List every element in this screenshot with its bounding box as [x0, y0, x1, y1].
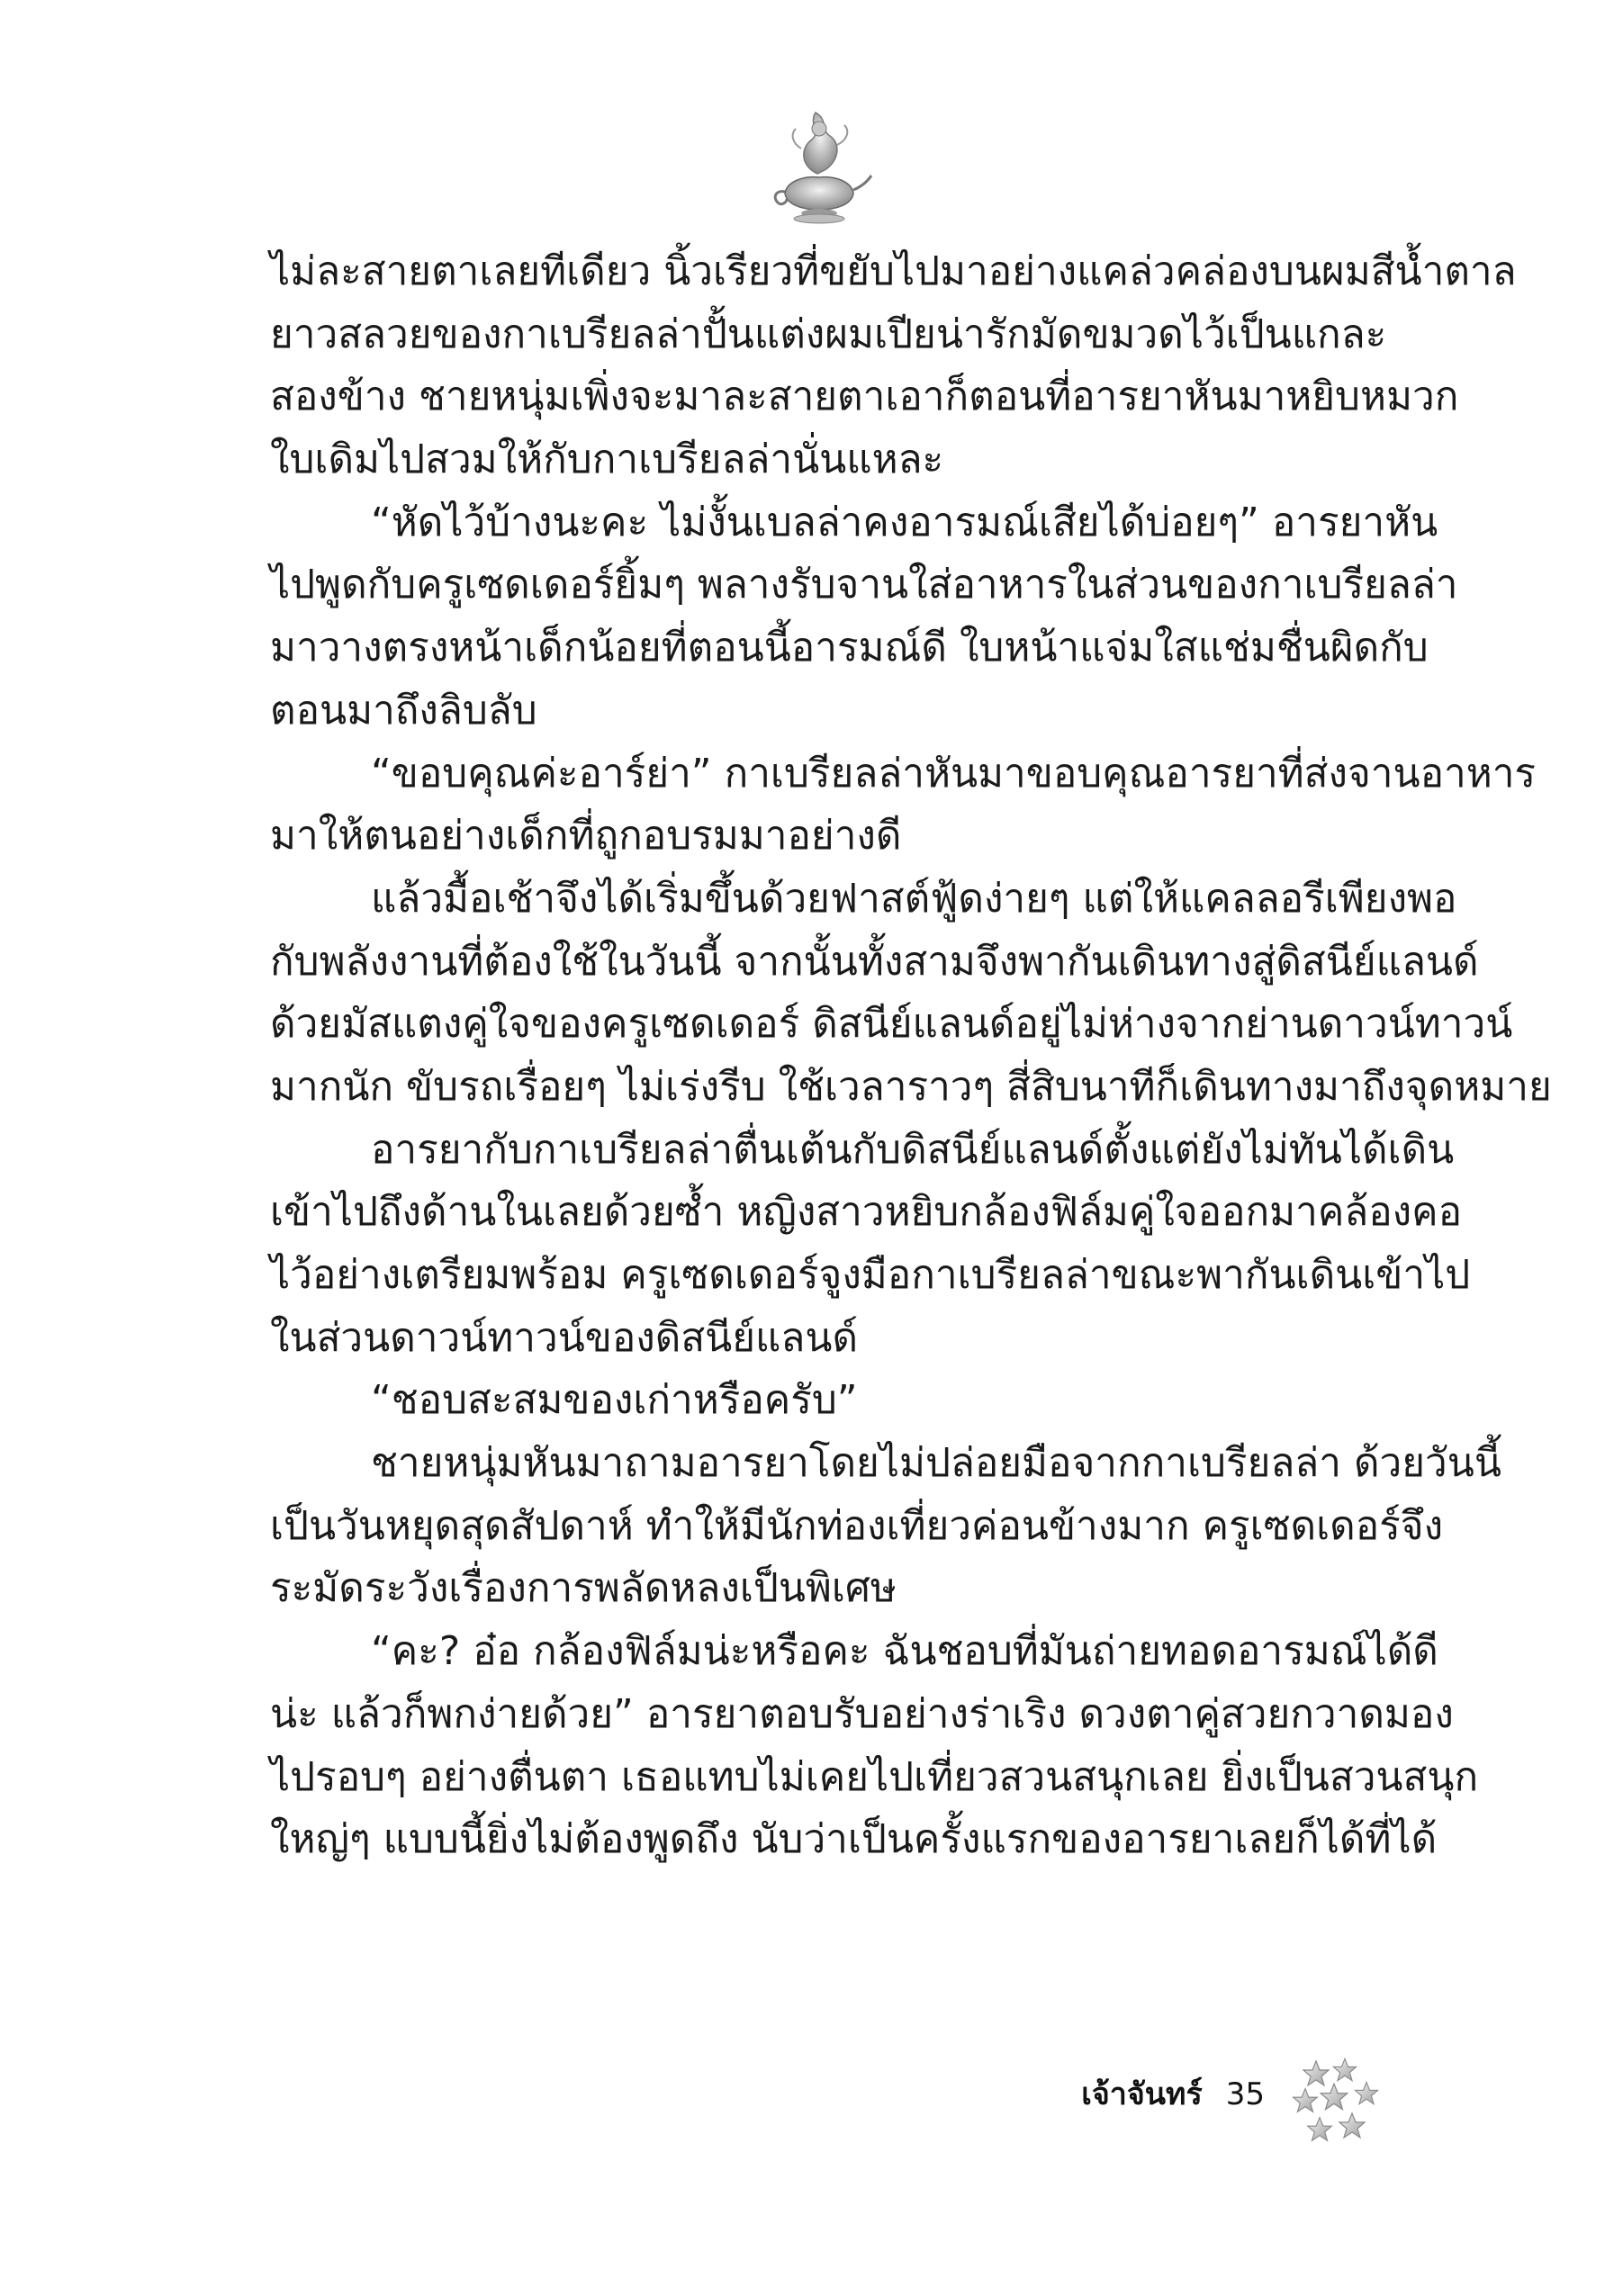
text-line: น่ะ แล้วก็พกง่ายด้วย” อารยาตอบรับอย่างร่าเริง ดวงตาคู่สวยกวาดมอง: [270, 1690, 1454, 1737]
text-line: เป็นวันหยุดสุดสัปดาห์ ทำให้มีนักท่องเที่ยวค่อนข้างมาก ครูเซดเดอร์จึง: [270, 1502, 1444, 1549]
body-text: [270, 245, 1552, 1876]
page-number: 35: [1225, 2076, 1265, 2112]
text-line: ในส่วนดาวน์ทาวน์ของดิสนีย์แลนด์: [270, 1314, 859, 1361]
text-line: “ชอบสะสมของเก่าหรือครับ”: [371, 1377, 858, 1424]
text-line: ไม่ละสายตาเลยทีเดียว นิ้วเรียวที่ขยับไปมาอย่างแคล่วคล่องบนผมสีน้ำตาล: [270, 248, 1517, 294]
text-line: ชายหนุ่มหันมาถามอารยาโดยไม่ปล่อยมือจากกาเบรียลล่า ด้วยวันนี้: [371, 1440, 1501, 1487]
text-line: ไว้อย่างเตรียมพร้อม ครูเซดเดอร์จูงมือกาเบรียลล่าขณะพากันเดินเข้าไป: [270, 1252, 1471, 1298]
text-line: ระมัดระวังเรื่องการพลัดหลงเป็นพิเศษ: [270, 1565, 897, 1612]
stars-cluster-icon: [1289, 2054, 1388, 2153]
text-line: กับพลังงานที่ต้องใช้ในวันนี้ จากนั้นทั้งสามจึงพากันเดินทางสู่ดิสนีย์แลนด์: [270, 938, 1479, 985]
text-line: “ขอบคุณค่ะอาร์ย่า” กาเบรียลล่าหันมาขอบคุณอารยาที่ส่งจานอาหาร: [371, 750, 1537, 797]
text-line: ไปรอบๆ อย่างตื่นตา เธอแทบไม่เคยไปเที่ยวสวนสนุกเลย ยิ่งเป็นสวนสนุก: [270, 1753, 1479, 1800]
genie-lamp-icon: [765, 104, 873, 230]
text-line: อารยากับกาเบรียลล่าตื่นเต้นกับดิสนีย์แลนด์ตั้งแต่ยังไม่ทันได้เดิน: [371, 1126, 1455, 1173]
text-line: มากนัก ขับรถเรื่อยๆ ไม่เร่งรีบ ใช้เวลาราวๆ สี่สิบนาทีก็เดินทางมาถึงจุดหมาย: [270, 1063, 1552, 1110]
text-line: มาวางตรงหน้าเด็กน้อยที่ตอนนี้อารมณ์ดี ใบหน้าแจ่มใสแช่มชื่นผิดกับ: [270, 625, 1429, 671]
text-line: ยาวสลวยของกาเบรียลล่าปั้นแต่งผมเปียน่ารักมัดขมวดไว้เป็นแกละ: [270, 311, 1387, 357]
author-name: เจ้าจันทร์: [1081, 2076, 1203, 2112]
text-line: แล้วมื้อเช้าจึงได้เริ่มขึ้นด้วยฟาสต์ฟู้ดง่ายๆ แต่ให้แคลลอรีเพียงพอ: [371, 875, 1457, 922]
page-footer: [1081, 2073, 1265, 2116]
text-line: ตอนมาถึงลิบลับ: [270, 687, 537, 734]
text-line: “หัดไว้บ้างนะคะ ไม่งั้นเบลล่าคงอารมณ์เสียได้บ่อยๆ” อารยาหัน: [371, 499, 1438, 545]
text-line: ใหญ่ๆ แบบนี้ยิ่งไม่ต้องพูดถึง นับว่าเป็นครั้งแรกของอารยาเลยก็ได้ที่ได้: [270, 1816, 1438, 1863]
text-line: ด้วยมัสแตงคู่ใจของครูเซดเดอร์ ดิสนีย์แลนด์อยู่ไม่ห่างจากย่านดาวน์ทาวน์: [270, 1001, 1513, 1048]
text-line: “คะ? อ๋อ กล้องฟิล์มน่ะหรือคะ ฉันชอบที่มันถ่ายทอดอารมณ์ได้ดี: [371, 1628, 1438, 1675]
text-line: ไปพูดกับครูเซดเดอร์ยิ้มๆ พลางรับจานใส่อาหารในส่วนของกาเบรียลล่า: [270, 562, 1458, 608]
text-line: มาให้ตนอย่างเด็กที่ถูกอบรมมาอย่างดี: [270, 813, 902, 860]
text-line: ใบเดิมไปสวมให้กับกาเบรียลล่านั่นแหละ: [270, 437, 944, 483]
text-line: สองข้าง ชายหนุ่มเพิ่งจะมาละสายตาเอาก็ตอนที่อารยาหันมาหยิบหมวก: [270, 374, 1459, 420]
text-line: เข้าไปถึงด้านในเลยด้วยซ้ำ หญิงสาวหยิบกล้องฟิล์มคู่ใจออกมาคล้องคอ: [270, 1189, 1462, 1236]
